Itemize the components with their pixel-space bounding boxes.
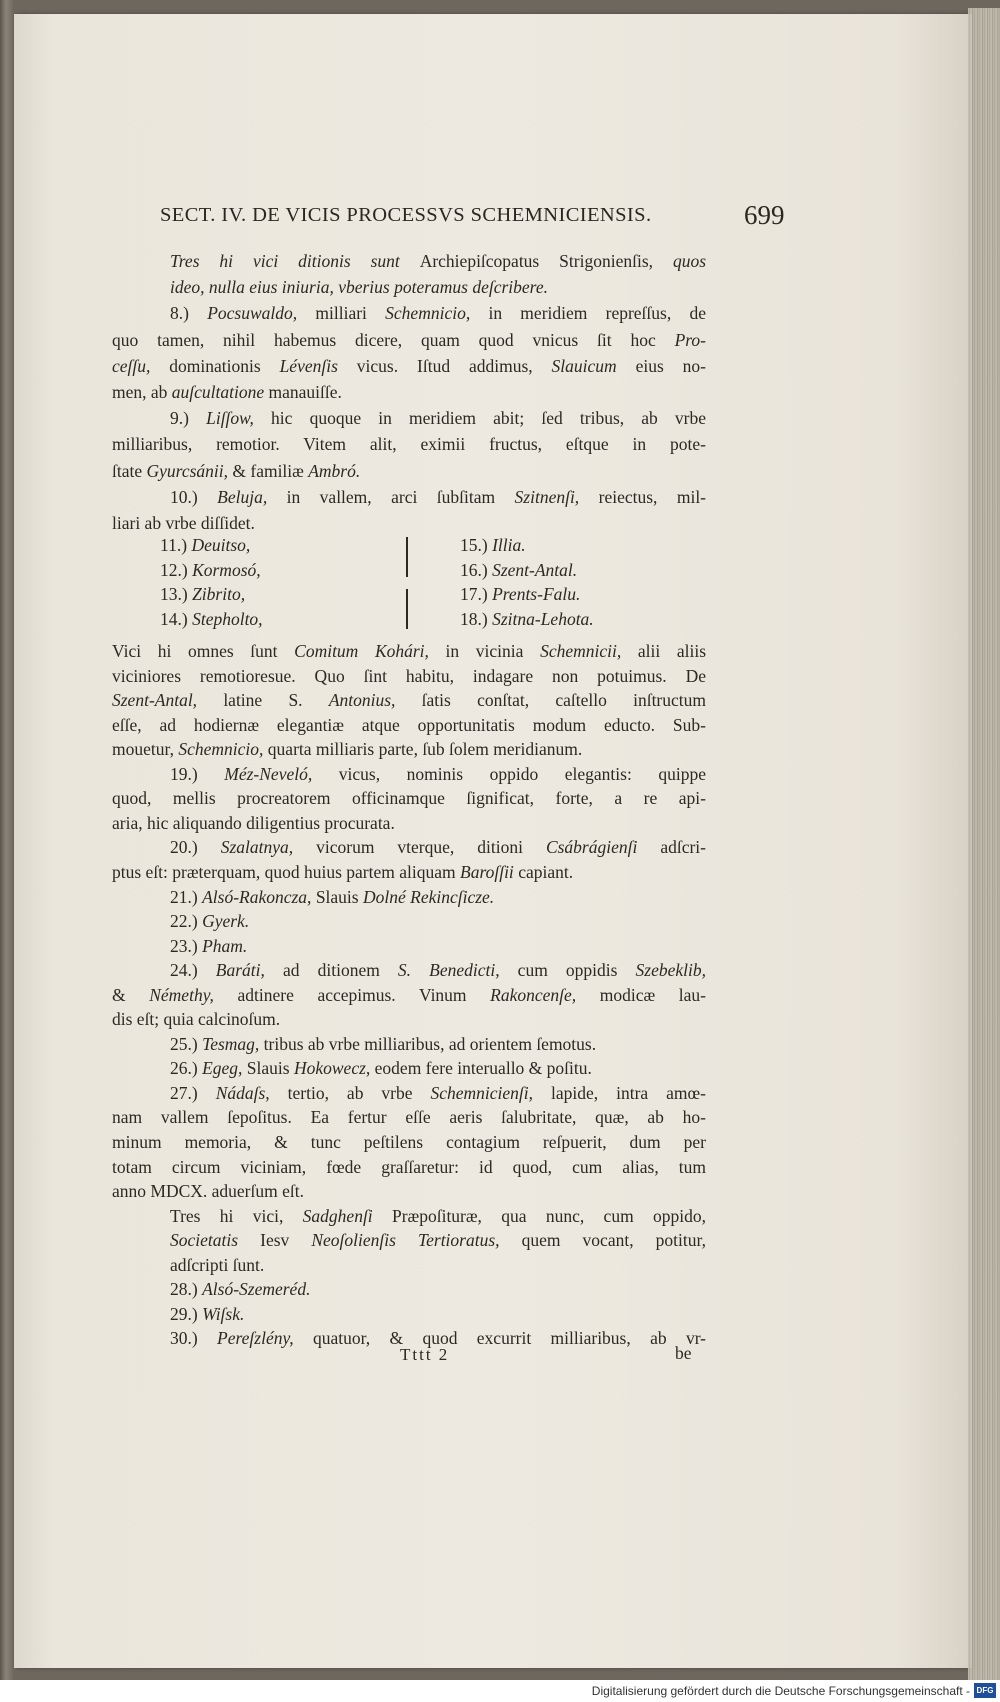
italic-text-run: Schemnicio,: [178, 739, 264, 760]
text-run: quem vocant, potitur,: [499, 1230, 706, 1251]
paragraph-block-1: [112, 248, 706, 538]
italic-text-run: Gyerk.: [202, 911, 250, 932]
text-run: men, ab: [112, 382, 172, 402]
paragraph-line: [112, 638, 706, 664]
entry-number: 17.): [460, 584, 493, 604]
paragraph-line: [170, 834, 706, 860]
text-run: ſtate: [112, 460, 147, 481]
entry-name: Prents-Falu.: [492, 584, 581, 604]
text-run: 22.): [170, 911, 203, 932]
text-run: Vici hi omnes ſunt: [112, 641, 295, 661]
text-run: Slauis: [311, 886, 363, 907]
italic-text-run: Schemnicio,: [385, 303, 471, 324]
text-run: adſcripti ſunt.: [170, 1254, 265, 1275]
text-run: 29.): [170, 1303, 203, 1324]
section-title: SECT. IV. DE VICIS PROCESSVS SCHEMNICIENSIS.: [160, 204, 652, 226]
paragraph-line: [112, 1006, 706, 1032]
italic-text-run: Societatis: [170, 1230, 239, 1251]
paragraph-line: [170, 957, 706, 983]
text-run: eodem fere interuallo & poſitu.: [370, 1058, 592, 1079]
text-run: viciniores remotioresue. Quo ſint habitu, indagare non potuimus. De: [112, 665, 706, 686]
text-run: latine S.: [197, 690, 329, 711]
footer-credit: Digitalisierung gefördert durch die Deutsche Forschungsgemeinschaft -: [591, 1684, 970, 1698]
entry-number: 12.): [160, 559, 193, 580]
italic-text-run: Gyurcsánii,: [146, 460, 228, 481]
text-run: 23.): [170, 935, 203, 956]
text-run: modicæ lau-: [576, 984, 707, 1005]
text-run: hic quoque in meridiem abit; ſed tribus, ab vrbe: [253, 408, 707, 429]
entry-name: Illia.: [492, 535, 526, 555]
text-run: eſſe, ad hodiernæ elegantiæ atque opportunitatis modum educto. Sub-: [112, 714, 706, 735]
entry-name: Szitna-Lehota.: [492, 608, 594, 629]
italic-text-run: Pham.: [202, 935, 248, 956]
paragraph-line: [112, 982, 706, 1008]
text-run: ſatis conſtat, caſtello inſtructum: [395, 690, 706, 711]
text-run: 9.): [170, 408, 207, 429]
italic-text-run: Egeg,: [202, 1058, 243, 1079]
entry-number: 13.): [160, 584, 193, 604]
text-run: 30.): [170, 1328, 218, 1349]
italic-text-run: Szent-Antal,: [112, 690, 198, 711]
text-run: adtinere accepimus. Vinum: [213, 984, 491, 1005]
catchword: be: [675, 1343, 692, 1363]
italic-text-run: Schemnicienſi,: [430, 1082, 534, 1103]
paragraph-line: [170, 300, 706, 326]
paragraph-line: [112, 810, 706, 836]
italic-text-run: quos: [672, 251, 706, 271]
paragraph-block-2: [112, 638, 707, 1349]
text-run: adſcri-: [637, 837, 706, 858]
text-run: nam vallem ſepoſitus. Ea fertur eſſe aeris ſalubritate, quæ, ab ho-: [112, 1107, 706, 1128]
village-entry: [460, 607, 594, 632]
text-run: ptus eſt: præterquam, quod huius partem aliquam: [112, 861, 460, 882]
paragraph-line: [112, 1104, 706, 1130]
paragraph-line: [112, 431, 706, 457]
entry-number: 15.): [460, 535, 493, 555]
entry-number: 18.): [460, 608, 493, 629]
paragraph-line: [170, 1276, 706, 1302]
text-run: minum memoria, & tunc peſtilens contagium reſpuerit, dum per: [112, 1132, 706, 1152]
italic-text-run: Ambró.: [308, 460, 361, 481]
entry-number: 11.): [160, 535, 192, 555]
paragraph-line: [170, 761, 706, 787]
text-run: capiant.: [513, 861, 574, 882]
paragraph-line: [112, 1129, 706, 1155]
italic-text-run: Alsó-Szemeréd.: [202, 1279, 311, 1300]
text-run: totam circum viciniam, fœde graſſaretur: id quod, cum alias, tum: [112, 1156, 706, 1177]
text-run: in vicinia: [428, 641, 541, 661]
text-run: & familiæ: [228, 460, 309, 481]
text-run: alii aliis: [621, 641, 706, 661]
italic-text-run: Wiſsk.: [202, 1303, 245, 1324]
text-run: anno MDCX. aduerſum eſt.: [112, 1181, 304, 1202]
paragraph-line: [170, 933, 706, 959]
italic-text-run: Lévenſis: [279, 355, 338, 376]
text-run: 20.): [170, 837, 221, 858]
paragraph-line: [112, 712, 706, 738]
italic-text-run: ideo, nulla eius iniuria, vberius poteramus deſcribere.: [170, 277, 548, 298]
italic-text-run: Comitum Kohári,: [294, 641, 429, 661]
paragraph-line: [112, 1178, 706, 1204]
italic-text-run: Némethy,: [149, 984, 214, 1005]
paragraph-line: [112, 785, 706, 811]
entry-name: Szent-Antal.: [492, 559, 578, 580]
text-run: milliari: [297, 303, 386, 324]
paragraph-line: [112, 736, 706, 762]
signature-mark: Tttt 2: [400, 1345, 450, 1364]
italic-text-run: Neoſolienſis Tertioratus,: [311, 1230, 500, 1251]
entry-name: Zibrito,: [192, 584, 246, 604]
italic-text-run: Tesmag,: [202, 1033, 260, 1054]
text-run: 24.): [170, 960, 216, 981]
text-run: aria, hic aliquando diligentius procurata.: [112, 812, 395, 833]
italic-text-run: auſcultatione: [171, 382, 265, 402]
text-run: quo tamen, nihil habemus dicere, quam quod vnicus ſit hoc: [112, 329, 675, 350]
entry-name: Stepholto,: [192, 608, 263, 629]
text-run: vicus. Iſtud addimus,: [337, 355, 552, 376]
paragraph-line: [112, 1154, 706, 1180]
text-run: Slauis: [242, 1058, 294, 1079]
village-entry: [460, 582, 594, 607]
paragraph-line: [112, 859, 706, 885]
italic-text-run: Nádaſs,: [215, 1082, 270, 1103]
italic-text-run: Szebeklib,: [635, 960, 707, 981]
text-run: 28.): [170, 1279, 203, 1300]
text-run: 27.): [170, 1082, 216, 1103]
paragraph-line: [170, 884, 706, 910]
paragraph-line: [170, 1227, 706, 1253]
text-run: Tres hi vici,: [170, 1205, 303, 1226]
italic-text-run: S. Benedicti,: [397, 960, 500, 981]
text-run: vicorum vterque, ditioni: [293, 837, 546, 858]
text-run: quarta milliaris parte, ſub ſolem meridianum.: [263, 739, 583, 760]
text-run: vicus, nominis oppido elegantis: quippe: [312, 763, 707, 784]
text-run: cum oppidis: [499, 960, 636, 981]
italic-text-run: Pocsuwaldo,: [207, 303, 298, 324]
paragraph-line: [170, 1080, 706, 1106]
digitization-footer: [0, 1680, 1000, 1702]
dfg-logo: DFG: [974, 1683, 996, 1698]
text-run: Præpoſituræ, qua nunc, cum oppido,: [372, 1205, 706, 1226]
paragraph-line: [170, 1252, 706, 1278]
text-run: in vallem, arci ſubſitam: [267, 486, 515, 507]
text-run: quatuor, & quod excurrit milliaribus, ab vr-: [293, 1328, 706, 1349]
text-run: 25.): [170, 1033, 203, 1054]
village-entry: [160, 607, 263, 632]
text-run: tertio, ab vrbe: [269, 1082, 431, 1103]
italic-text-run: Sadghenſi: [302, 1205, 373, 1226]
running-header: [160, 200, 790, 234]
paragraph-line: [170, 484, 706, 510]
text-run: Iesv: [238, 1230, 312, 1251]
italic-text-run: Dolné Rekincſicze.: [362, 886, 495, 907]
italic-text-run: Alsó-Rakoncza,: [202, 886, 312, 907]
text-run: lapide, intra amœ-: [533, 1082, 707, 1103]
italic-text-run: Slauicum: [551, 355, 617, 376]
italic-text-run: Méz-Neveló,: [224, 763, 313, 784]
entry-name: Kormosó,: [192, 559, 261, 580]
italic-text-run: Tres hi vici ditionis sunt: [170, 251, 420, 271]
text-run: manauiſſe.: [264, 382, 342, 402]
text-run: mouetur,: [112, 739, 179, 760]
italic-text-run: Pro-: [674, 329, 706, 350]
paragraph-line: [170, 1031, 706, 1057]
column-rule-lower: [406, 589, 408, 629]
italic-text-run: Szitnenſi,: [514, 486, 580, 507]
village-entry: [160, 558, 263, 583]
text-run: liari ab vrbe diſſidet.: [112, 513, 255, 533]
village-entry: [160, 582, 263, 607]
entry-name: Deuitso,: [191, 535, 251, 555]
italic-text-run: Pereſzlény,: [217, 1328, 294, 1349]
village-entry: [460, 558, 594, 583]
village-list: [160, 533, 700, 643]
italic-text-run: Baráti,: [215, 960, 265, 981]
paragraph-line: [170, 1301, 706, 1327]
paragraph-line: [112, 663, 706, 689]
village-entry: [160, 533, 263, 558]
text-run: eius no-: [616, 355, 706, 376]
text-run: reiectus, mil-: [579, 486, 707, 507]
entry-number: 16.): [460, 559, 493, 580]
italic-text-run: Liſſow,: [206, 408, 254, 429]
paragraph-line: [112, 458, 706, 484]
text-run: milliaribus, remotior. Vitem alit, eximii fructus, eſtque in pote-: [112, 434, 706, 455]
text-run: quod, mellis procreatorem officinamque ſignificat, forte, a re api-: [112, 788, 706, 809]
italic-text-run: Antonius,: [328, 690, 396, 711]
text-run: tribus ab vrbe milliaribus, ad orientem ſemotus.: [259, 1033, 597, 1054]
text-run: dominationis: [150, 355, 280, 376]
paragraph-line: [170, 274, 706, 300]
text-run: 21.): [170, 886, 203, 907]
village-entry: [460, 533, 594, 558]
entry-number: 14.): [160, 608, 193, 629]
text-run: 10.): [170, 486, 218, 507]
paragraph-line: [170, 248, 706, 274]
page-edge-stack: [968, 8, 1000, 1680]
page-number: 699: [744, 200, 785, 230]
paragraph-line: [170, 908, 706, 934]
italic-text-run: Schemnicii,: [540, 641, 622, 661]
italic-text-run: Baroſſii: [460, 861, 514, 882]
text-run: Archiepiſcopatus Strigonienſis,: [419, 251, 673, 271]
paragraph-line: [112, 379, 706, 405]
text-run: dis eſt; quia calcinoſum.: [112, 1009, 281, 1030]
text-run: &: [112, 984, 150, 1005]
text-run: in meridiem repreſſus, de: [470, 303, 706, 324]
italic-text-run: Szalatnya,: [220, 837, 294, 858]
italic-text-run: Hokowecz,: [293, 1058, 371, 1079]
text-run: 19.): [170, 763, 225, 784]
italic-text-run: Rakoncenſe,: [490, 984, 577, 1005]
paragraph-line: [170, 405, 706, 431]
italic-text-run: ceſſu,: [112, 355, 151, 376]
village-list-right: [460, 533, 594, 631]
text-run: 8.): [170, 303, 208, 324]
paragraph-line: [170, 1203, 706, 1229]
text-run: 26.): [170, 1058, 203, 1079]
village-list-left: [160, 533, 263, 631]
paragraph-line: [112, 353, 706, 379]
italic-text-run: Csábrágienſi: [545, 837, 638, 858]
paragraph-line: [112, 327, 706, 353]
italic-text-run: Beluja,: [217, 486, 268, 507]
column-rule-upper: [406, 537, 408, 577]
text-run: ad ditionem: [264, 960, 398, 981]
paragraph-line: [170, 1055, 706, 1081]
paragraph-line: [112, 687, 706, 713]
